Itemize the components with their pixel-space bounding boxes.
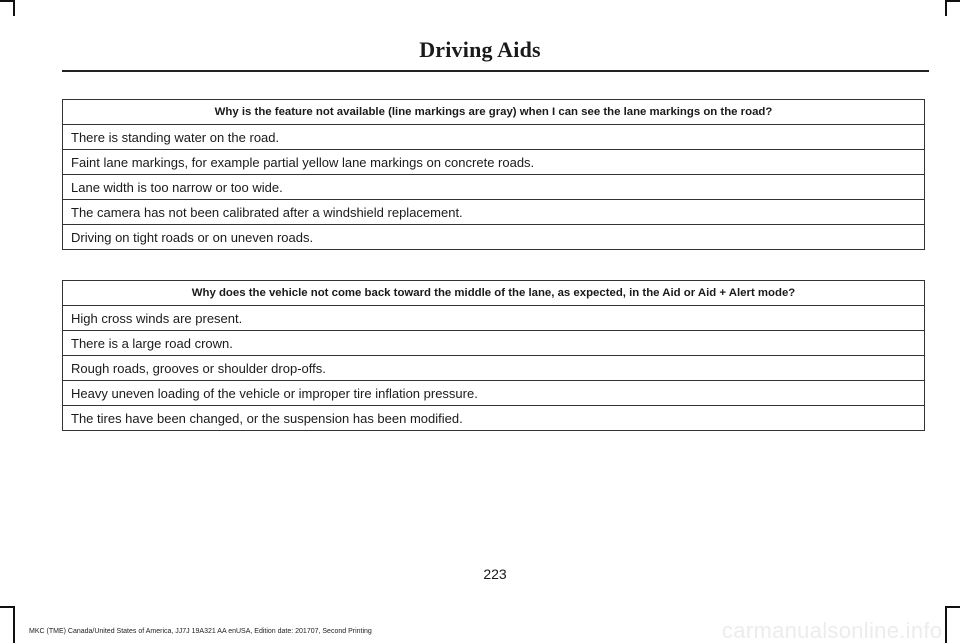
crop-mark-top-left [0, 0, 14, 2]
table-cell: Lane width is too narrow or too wide. [63, 175, 925, 200]
faq-table-lane-markings [62, 99, 925, 250]
table-cell: Rough roads, grooves or shoulder drop-offs. [63, 356, 925, 381]
title-divider [62, 70, 929, 72]
table-row [63, 175, 925, 200]
table-row [63, 225, 925, 250]
watermark: carmanualsonline.info [722, 618, 943, 643]
table-row [63, 150, 925, 175]
table-row [63, 381, 925, 406]
table-cell: Heavy uneven loading of the vehicle or improper tire inflation pressure. [63, 381, 925, 406]
table-cell: High cross winds are present. [63, 306, 925, 331]
table-row [63, 306, 925, 331]
table-cell: There is standing water on the road. [63, 125, 925, 150]
page-title: Driving Aids [419, 37, 541, 62]
faq-table-lane-centering [62, 280, 925, 431]
crop-mark-bottom-left [0, 606, 14, 608]
crop-mark-top-left [13, 0, 15, 16]
table-header-row [63, 100, 925, 125]
edition-footer: MKC (TME) Canada/United States of America, JJ7J 19A321 AA enUSA, Edition date: 201707, Second Printing [29, 628, 372, 635]
crop-mark-top-right [945, 0, 947, 16]
table-row [63, 200, 925, 225]
crop-mark-bottom-right [946, 606, 960, 608]
table-cell: Driving on tight roads or on uneven roads. [63, 225, 925, 250]
table-header-row [63, 281, 925, 306]
crop-mark-bottom-right [945, 606, 947, 643]
table-row [63, 125, 925, 150]
table-cell: Faint lane markings, for example partial yellow lane markings on concrete roads. [63, 150, 925, 175]
table-row [63, 406, 925, 431]
table-row [63, 356, 925, 381]
table-question: Why is the feature not available (line markings are gray) when I can see the lane markings on the road? [63, 100, 925, 125]
table-cell: The tires have been changed, or the suspension has been modified. [63, 406, 925, 431]
crop-mark-top-right [946, 0, 960, 2]
table-cell: There is a large road crown. [63, 331, 925, 356]
table-row [63, 331, 925, 356]
page-number: 223 [483, 566, 507, 582]
table-question: Why does the vehicle not come back toward the middle of the lane, as expected, in the Aid or Aid + Alert mode? [63, 281, 925, 306]
crop-mark-bottom-left [13, 606, 15, 643]
table-cell: The camera has not been calibrated after a windshield replacement. [63, 200, 925, 225]
